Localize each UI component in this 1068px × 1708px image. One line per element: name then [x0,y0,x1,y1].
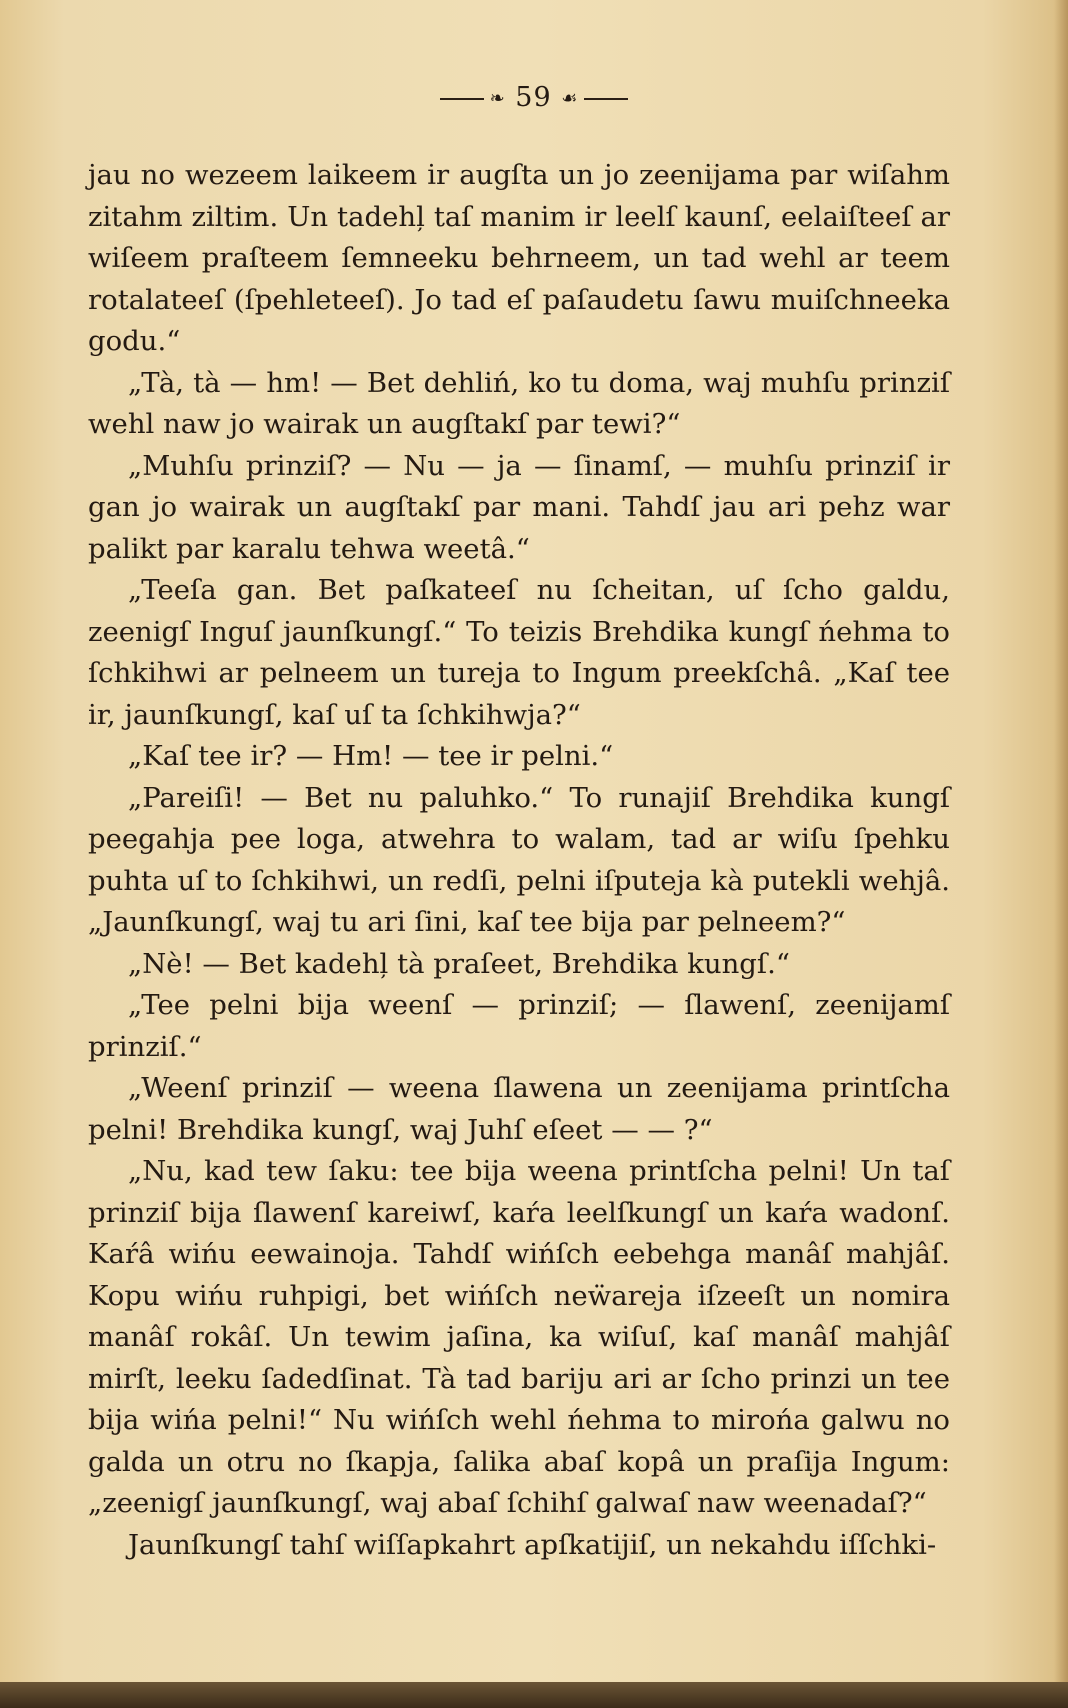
scan-bottom-border [0,1682,1068,1708]
header-ornament-left: ❧ [489,88,506,109]
paragraph: „Weenſ prinziſ — weena ſlawena un zeenijama printſcha pelni! Brehdika kungſ, waj Juhſ eſeet — — ?“ [88,1072,950,1146]
paragraph: „Pareiſi! — Bet nu paluhko.“ To runajiſ Brehdika kungſ peegahja pee loga, atwehra to walam, tad ar wiſu ſpehku puhta uſ to ſchkihwi, un redſi, pelni iſputeja kà putekli wehjâ. „Jaunſkungſ, waj tu ari ſini, kaſ tee bija par pelneem?“ [88,781,950,938]
page-edge-shadow [1054,0,1068,1708]
page-header [0,82,1068,113]
header-rule-left [440,98,484,100]
body-text [88,155,950,1566]
paragraph: „Nu, kad tew ſaku: tee bija weena printſcha pelni! Un taſ prinziſ bija ſlawenſ kareiwſ, kaŕa leelſkungſ un kaŕa wadonſ. Kaŕâ wińu eewainoja. Tahdſ wińſch eebehga manâſ mahjâſ. Kopu wińu ruhpigi, bet wińſch neẅareja iſzeeſt un nomira manâſ rokâſ. Un tewim jaſina, ka wiſuſ, kaſ manâſ mahjâſ mirſt, leeku ſadedſinat. Tà tad bariju ari ar ſcho prinzi un tee bija wińa pelni!“ Nu wińſch wehl ńehma to mirońa galwu no galda un otru no ſkapja, ſalika abaſ kopâ un praſija Ingum: „zeenigſ jaunſkungſ, waj abaſ ſchihſ galwaſ naw weenadaſ?“ [88,1155,950,1519]
page-number: 59 [515,82,552,113]
header-rule-right [584,98,628,100]
paragraph: jau no wezeem laikeem ir augſta un jo zeenijama par wiſahm zitahm ziltim. Un tadehļ taſ manim ir leelſ kaunſ, eelaiſteeſ ar wiſeem praſteem ſemneeku behrneem, un tad wehl ar teem rotalateeſ (ſpehleteeſ). Jo tad eſ paſaudetu ſawu muiſchneeka godu.“ [88,159,950,357]
paragraph: „Muhſu prinziſ? — Nu — ja — ſinamſ, — muhſu prinziſ ir gan jo wairak un augſtakſ par mani. Tahdſ jau ari pehz war palikt par karalu tehwa weetâ.“ [88,449,950,565]
paragraph: „Kaſ tee ir? — Hm! — tee ir pelni.“ [128,740,614,772]
header-ornament-right: ☙ [561,88,579,109]
paragraph: „Tà, tà — hm! — Bet dehliń, ko tu doma, waj muhſu prinziſ wehl naw jo wairak un augſtakſ par tewi?“ [88,366,950,440]
paragraph: „Nè! — Bet kadehļ tà praſeet, Brehdika kungſ.“ [128,947,790,980]
paragraph: „Teeſa gan. Bet paſkateeſ nu ſcheitan, uſ ſcho galdu, zeenigſ Inguſ jaunſkungſ.“ To teizis Brehdika kungſ ńehma to ſchkihwi ar pelneem un tureja to Ingum preekſchâ. „Kaſ tee ir, jaunſkungſ, kaſ uſ ta ſchkihwja?“ [88,574,950,731]
paragraph: „Tee pelni bija weenſ — prinziſ; — ſlawenſ, zeenijamſ prinziſ.“ [88,989,950,1063]
paragraph: Jaunſkungſ tahſ wiſſapkahrt apſkatijiſ, un nekahdu iſſchki- [128,1528,937,1561]
